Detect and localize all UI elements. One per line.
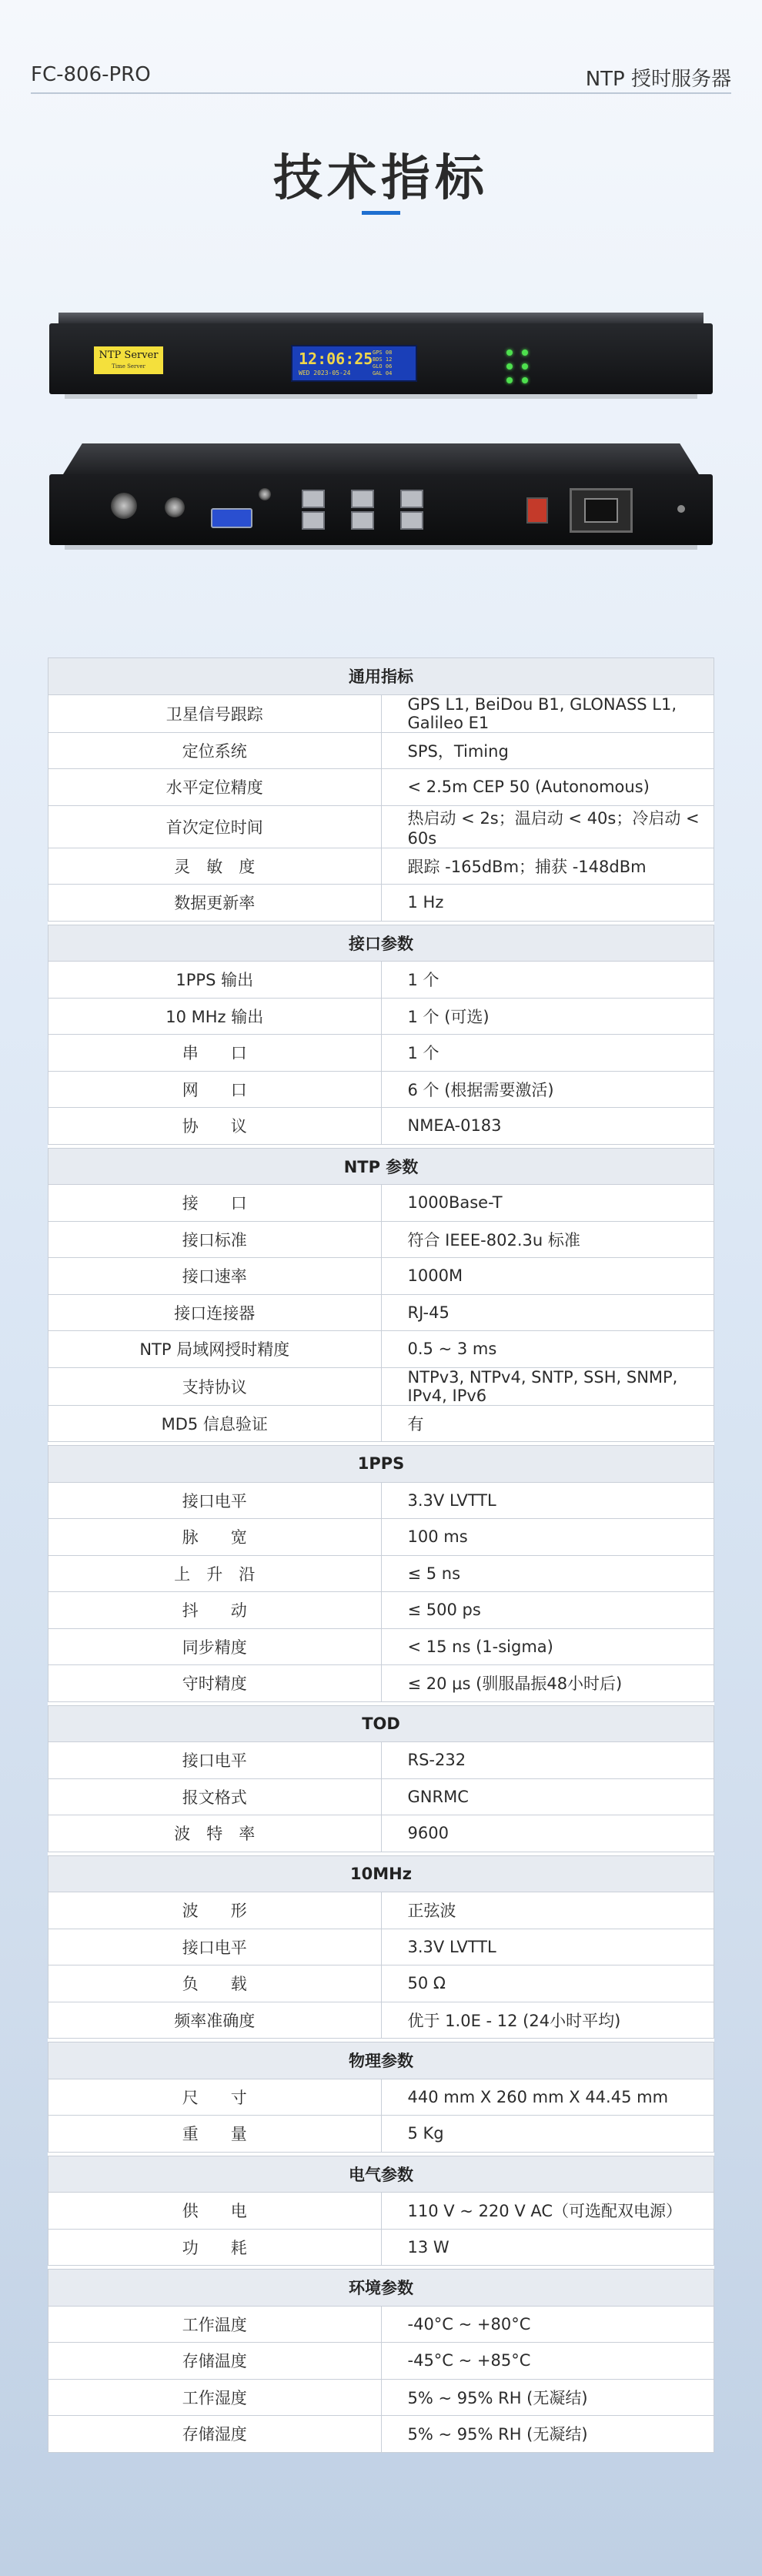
section-header-row [48, 2156, 714, 2193]
spec-value: NTPv3, NTPv4, SNTP, SSH, SNMP, IPv4, IPv6 [381, 1367, 714, 1405]
led-icon [522, 350, 528, 356]
spec-label: 网 口 [48, 1071, 382, 1108]
device-front-image [49, 313, 713, 397]
table-row [48, 848, 714, 885]
table-row [48, 2002, 714, 2039]
table-row [48, 2079, 714, 2116]
table-row [48, 769, 714, 806]
table-row [48, 1108, 714, 1145]
spec-value: 440 mm X 260 mm X 44.45 mm [381, 2079, 714, 2116]
table-row [48, 694, 714, 732]
spec-label: 水平定位精度 [48, 769, 382, 806]
table-row [48, 2379, 714, 2416]
spec-value: -40°C ~ +80°C [381, 2306, 714, 2343]
spec-label: 报文格式 [48, 1778, 382, 1815]
spec-label: 上 升 沿 [48, 1555, 382, 1592]
table-row [48, 2193, 714, 2230]
table-row [48, 1185, 714, 1222]
spec-value: 符合 IEEE-802.3u 标准 [381, 1221, 714, 1258]
section-title: 接口参数 [48, 925, 714, 962]
table-row [48, 2229, 714, 2266]
spec-value: 有 [381, 1405, 714, 1442]
spec-value: 优于 1.0E - 12 (24小时平均) [381, 2002, 714, 2039]
spec-value: RS-232 [381, 1742, 714, 1779]
serial-port-icon [211, 508, 252, 528]
section-title: NTP 参数 [48, 1148, 714, 1185]
spec-value: 3.3V LVTTL [381, 1482, 714, 1519]
spec-label: 接口连接器 [48, 1294, 382, 1331]
table-row [48, 998, 714, 1035]
table-row [48, 1778, 714, 1815]
spec-label: 串 口 [48, 1035, 382, 1072]
page-title: 技术指标 [273, 150, 489, 207]
spec-value: 1 个 [381, 1035, 714, 1072]
table-row [48, 2306, 714, 2343]
led-icon [506, 363, 513, 370]
section-title: TOD [48, 1705, 714, 1742]
ethernet-port-icon [351, 490, 374, 508]
power-socket-icon [570, 488, 633, 533]
spec-value: 1000Base-T [381, 1185, 714, 1222]
lcd-display: 12:06:25 GPS 08 BDS 12 GLO 06 GAL 04 WED 2023-05-24 [291, 345, 417, 382]
table-row [48, 1519, 714, 1556]
section-header-row [48, 1705, 714, 1742]
top-bar [31, 59, 731, 94]
bnc-connector-icon [111, 493, 137, 519]
spec-label: 同步精度 [48, 1628, 382, 1665]
spec-label: 接口电平 [48, 1482, 382, 1519]
table-row [48, 1592, 714, 1629]
spec-value: 9600 [381, 1815, 714, 1852]
spec-label: 波 形 [48, 1892, 382, 1929]
led-icon [522, 363, 528, 370]
section-header-row [48, 925, 714, 962]
section-title: 物理参数 [48, 2042, 714, 2079]
spec-label: 定位系统 [48, 732, 382, 769]
ethernet-port-icon [302, 490, 325, 508]
table-row [48, 1367, 714, 1405]
spec-label: NTP 局域网授时精度 [48, 1331, 382, 1368]
spec-label: 接口速率 [48, 1258, 382, 1295]
spec-value: 0.5 ~ 3 ms [381, 1331, 714, 1368]
section-title: 通用指标 [48, 658, 714, 695]
title-underline [362, 211, 400, 215]
spec-value: 6 个 (根据需要激活) [381, 1071, 714, 1108]
led-icon [522, 377, 528, 383]
table-row [48, 1815, 714, 1852]
table-row [48, 1294, 714, 1331]
ground-screw-icon [677, 505, 685, 513]
spec-value: 热启动 < 2s；温启动 < 40s；冷启动 < 60s [381, 805, 714, 848]
spec-label: 守时精度 [48, 1665, 382, 1702]
led-icon [506, 350, 513, 356]
table-row [48, 1331, 714, 1368]
table-row [48, 2416, 714, 2453]
spec-label: 负 载 [48, 1965, 382, 2002]
spec-value: 50 Ω [381, 1965, 714, 2002]
table-row [48, 885, 714, 922]
spec-value: 1 个 [381, 962, 714, 999]
model-name: FC-806-PRO [31, 63, 151, 86]
ethernet-port-icon [400, 490, 423, 508]
status-leds [485, 346, 570, 393]
spec-value: 5% ~ 95% RH (无凝结) [381, 2379, 714, 2416]
section-header-row [48, 2042, 714, 2079]
spec-label: 灵 敏 度 [48, 848, 382, 885]
spec-value: ≤ 20 μs (驯服晶振48小时后) [381, 1665, 714, 1702]
spec-label: 脉 宽 [48, 1519, 382, 1556]
spec-label: 数据更新率 [48, 885, 382, 922]
spec-label: 接口电平 [48, 1929, 382, 1965]
section-header-row [48, 1446, 714, 1483]
device-label: NTP Server Time Server [94, 346, 163, 374]
spec-label: 工作湿度 [48, 2379, 382, 2416]
table-row [48, 962, 714, 999]
table-row [48, 1628, 714, 1665]
section-title: 1PPS [48, 1446, 714, 1483]
spec-label: 1PPS 输出 [48, 962, 382, 999]
spec-value: 13 W [381, 2229, 714, 2266]
spec-value: ≤ 5 ns [381, 1555, 714, 1592]
table-row [48, 2116, 714, 2153]
spec-value: -45°C ~ +85°C [381, 2343, 714, 2380]
spec-label: MD5 信息验证 [48, 1405, 382, 1442]
spec-value: 3.3V LVTTL [381, 1929, 714, 1965]
spec-label: 接 口 [48, 1185, 382, 1222]
spec-value: 5 Kg [381, 2116, 714, 2153]
spec-label: 波 特 率 [48, 1815, 382, 1852]
table-row [48, 1665, 714, 1702]
section-title: 环境参数 [48, 2270, 714, 2307]
spec-value: SPS，Timing [381, 732, 714, 769]
spec-label: 卫星信号跟踪 [48, 694, 382, 732]
table-row [48, 1221, 714, 1258]
table-row [48, 1892, 714, 1929]
table-row [48, 1258, 714, 1295]
spec-label: 尺 寸 [48, 2079, 382, 2116]
table-row [48, 1555, 714, 1592]
table-row [48, 1482, 714, 1519]
spec-value: 1000M [381, 1258, 714, 1295]
table-row [48, 1071, 714, 1108]
section-header-row [48, 658, 714, 695]
led-icon [506, 377, 513, 383]
spec-value: < 15 ns (1-sigma) [381, 1628, 714, 1665]
section-title: 10MHz [48, 1855, 714, 1892]
table-row [48, 1965, 714, 2002]
section-title: 电气参数 [48, 2156, 714, 2193]
spec-value: 1 Hz [381, 885, 714, 922]
ethernet-port-icon [302, 511, 325, 530]
spec-label: 接口标准 [48, 1221, 382, 1258]
spec-value: NMEA-0183 [381, 1108, 714, 1145]
spec-label: 功 耗 [48, 2229, 382, 2266]
table-row [48, 1405, 714, 1442]
table-row [48, 805, 714, 848]
table-row [48, 1035, 714, 1072]
spec-value: RJ-45 [381, 1294, 714, 1331]
table-row [48, 2343, 714, 2380]
spec-value: < 2.5m CEP 50 (Autonomous) [381, 769, 714, 806]
table-row [48, 1742, 714, 1779]
bnc-connector-icon [165, 497, 185, 517]
spec-value: GNRMC [381, 1778, 714, 1815]
spec-value: GPS L1, BeiDou B1, GLONASS L1, Galileo E1 [381, 694, 714, 732]
ethernet-port-icon [400, 511, 423, 530]
spec-value: 跟踪 -165dBm；捕获 -148dBm [381, 848, 714, 885]
spec-label: 首次定位时间 [48, 805, 382, 848]
section-header-row [48, 2270, 714, 2307]
spec-value: ≤ 500 ps [381, 1592, 714, 1629]
spec-label: 频率准确度 [48, 2002, 382, 2039]
spec-label: 供 电 [48, 2193, 382, 2230]
spec-label: 存储温度 [48, 2343, 382, 2380]
spec-label: 接口电平 [48, 1742, 382, 1779]
section-header-row [48, 1855, 714, 1892]
spec-label: 工作温度 [48, 2306, 382, 2343]
device-rear-image [49, 443, 713, 567]
spec-value: 100 ms [381, 1519, 714, 1556]
spec-label: 抖 动 [48, 1592, 382, 1629]
spec-label: 支持协议 [48, 1367, 382, 1405]
spec-label: 协 议 [48, 1108, 382, 1145]
product-name: NTP 授时服务器 [585, 68, 731, 91]
spec-value: 正弦波 [381, 1892, 714, 1929]
spec-value: 110 V ~ 220 V AC（可选配双电源） [381, 2193, 714, 2230]
spec-label: 存储湿度 [48, 2416, 382, 2453]
antenna-connector-icon [259, 488, 271, 500]
spec-table [48, 657, 714, 2453]
spec-label: 10 MHz 输出 [48, 998, 382, 1035]
power-switch-icon [526, 497, 548, 524]
spec-label: 重 量 [48, 2116, 382, 2153]
table-row [48, 732, 714, 769]
spec-value: 1 个 (可选) [381, 998, 714, 1035]
spec-value: 5% ~ 95% RH (无凝结) [381, 2416, 714, 2453]
table-row [48, 1929, 714, 1965]
ethernet-port-icon [351, 511, 374, 530]
section-header-row [48, 1148, 714, 1185]
